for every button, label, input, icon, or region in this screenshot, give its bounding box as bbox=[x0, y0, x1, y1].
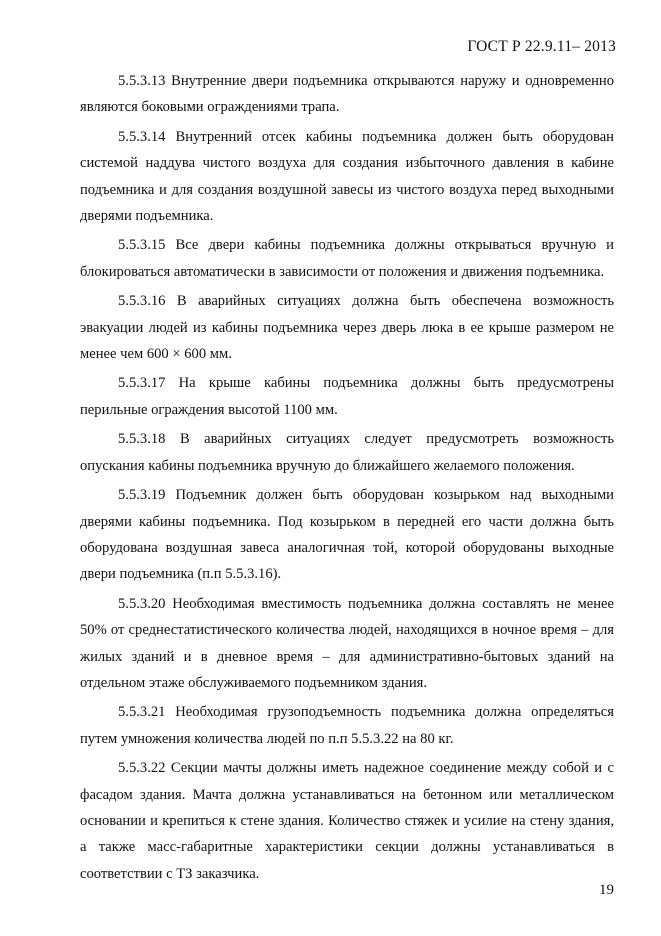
paragraph-5-5-3-18: 5.5.3.18 В аварийных ситуациях следует предусмотреть возможность опускания кабины подъемника вручную до ближайшего желаемого положения. bbox=[80, 431, 614, 474]
paragraph-5-5-3-17: 5.5.3.17 На крыше кабины подъемника должны быть предусмотрены перильные ограждения высотой 1100 мм. bbox=[80, 375, 614, 418]
paragraph-5-5-3-15: 5.5.3.15 Все двери кабины подъемника должны открываться вручную и блокироваться автоматически в зависимости от положения и движения подъемника. bbox=[80, 237, 614, 280]
paragraph-5-5-3-13: 5.5.3.13 Внутренние двери подъемника открываются наружу и одновременно являются боковыми ограждениями трапа. bbox=[80, 73, 614, 116]
paragraph-5-5-3-14: 5.5.3.14 Внутренний отсек кабины подъемника должен быть оборудован системой наддува чистого воздуха для создания избыточного давления в кабине подъемника и для создания воздушной завесы из чистого воздуха перед выходными дверями подъемника. bbox=[80, 128, 614, 225]
paragraph-5-5-3-19: 5.5.3.19 Подъемник должен быть оборудован козырьком над выходными дверями кабины подъемника. Под козырьком в передней его части должна быть оборудована воздушная завеса аналогичная той, которой оборудованы выходные двери подъемника (п.п 5.5.3.16). bbox=[80, 487, 614, 583]
paragraph-5-5-3-20: 5.5.3.20 Необходимая вместимость подъемника должна составлять не менее 50% от среднестатистического количества людей, находящихся в ночное время – для жилых зданий и в дневное время – для административно-бытовых зданий на отдельном этаже обслуживаемого подъемником здания. bbox=[80, 595, 614, 691]
paragraph-5-5-3-16: 5.5.3.16 В аварийных ситуациях должна быть обеспечена возможность эвакуации людей из кабины подъемника через дверь люка в ее крыше размером не менее чем 600 × 600 мм. bbox=[80, 293, 614, 363]
page-number: 19 bbox=[599, 882, 614, 898]
standard-code-header: ГОСТ Р 22.9.11– 2013 bbox=[467, 38, 616, 55]
document-body bbox=[80, 68, 614, 890]
paragraph-5-5-3-22: 5.5.3.22 Секции мачты должны иметь надежное соединение между собой и с фасадом здания. Мачта должна устанавливаться на бетонном или металлическом основании и крепиться к стене здания. Количество стяжек и усилие на стену здания, а также масс-габаритные характеристики секции должны устанавливаться в соответствии с ТЗ заказчика. bbox=[80, 760, 614, 882]
paragraph-5-5-3-21: 5.5.3.21 Необходимая грузоподъемность подъемника должна определяться путем умножения количества людей по п.п 5.5.3.22 на 80 кг. bbox=[80, 704, 614, 747]
